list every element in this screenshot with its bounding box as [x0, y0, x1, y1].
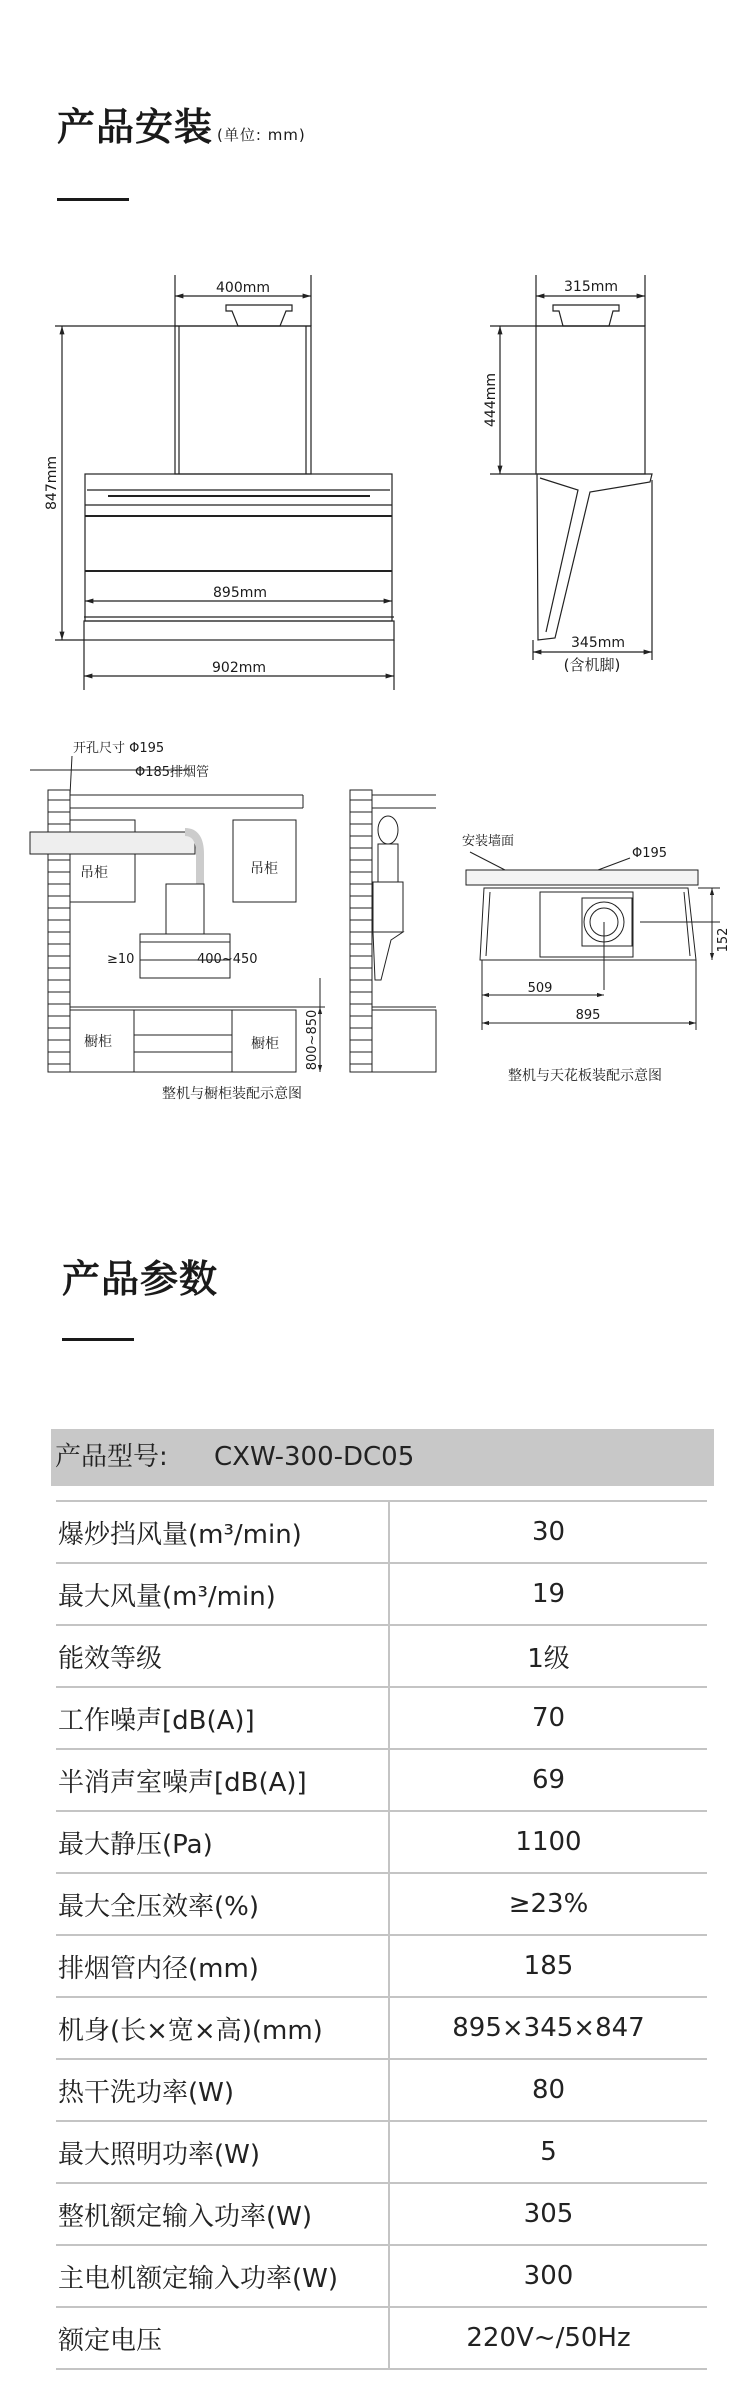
param-name: 主电机额定输入功率(W)	[56, 2245, 389, 2307]
param-value: 70	[389, 1687, 707, 1749]
table-row	[56, 1873, 707, 1935]
base-cabinet-right-label: 橱柜	[251, 1036, 279, 1052]
height-range-label: 400~450	[197, 952, 258, 967]
model-value: CXW-300-DC05	[214, 1442, 415, 1472]
param-name: 最大全压效率(%)	[56, 1873, 389, 1935]
model-label: 产品型号:	[55, 1442, 168, 1472]
param-name: 机身(长×宽×高)(mm)	[56, 1997, 389, 2059]
param-value: 1100	[389, 1811, 707, 1873]
cabinet-caption: 整机与橱柜装配示意图	[162, 1086, 302, 1102]
diameter-label: Φ195	[632, 846, 668, 861]
table-row	[56, 2307, 707, 2369]
table-row	[56, 1935, 707, 1997]
side-view-drawing	[490, 275, 652, 660]
param-value: 80	[389, 2059, 707, 2121]
base-cabinet-left-label: 橱柜	[84, 1034, 112, 1050]
cabinet-assembly-drawing	[30, 756, 436, 1072]
param-name: 热干洗功率(W)	[56, 2059, 389, 2121]
param-value: 305	[389, 2183, 707, 2245]
table-row	[56, 2183, 707, 2245]
param-name: 最大风量(m³/min)	[56, 1563, 389, 1625]
wall-surface-label: 安装墙面	[462, 834, 515, 849]
param-name: 能效等级	[56, 1625, 389, 1687]
wall-cabinet-left-label: 吊柜	[80, 865, 108, 881]
dim-height: 847mm	[44, 456, 60, 510]
table-row	[56, 1501, 707, 1563]
table-row	[56, 2059, 707, 2121]
param-name: 最大静压(Pa)	[56, 1811, 389, 1873]
offset-label: 509	[527, 981, 553, 996]
table-row	[56, 2121, 707, 2183]
install-title-text: 产品安装	[57, 105, 214, 149]
dim-body-width: 895mm	[213, 585, 267, 601]
param-name: 整机额定输入功率(W)	[56, 2183, 389, 2245]
front-view-drawing	[55, 275, 394, 690]
param-value: ≥23%	[389, 1873, 707, 1935]
param-name: 半消声室噪声[dB(A)]	[56, 1749, 389, 1811]
param-value: 300	[389, 2245, 707, 2307]
dim-depth: 345mm	[571, 635, 625, 651]
pipe-label: Φ185排烟管	[135, 765, 210, 780]
wall-cabinet-right-label: 吊柜	[250, 861, 278, 877]
dim-top-width: 400mm	[216, 280, 270, 296]
table-row	[56, 1811, 707, 1873]
param-value: 69	[389, 1749, 707, 1811]
table-row	[56, 1625, 707, 1687]
hole-size-label: 开孔尺寸 Φ195	[73, 741, 165, 756]
param-value: 30	[389, 1501, 707, 1563]
dim-top-depth: 315mm	[564, 279, 618, 295]
counter-height-label: 800~850	[305, 1009, 320, 1071]
table-row	[56, 1997, 707, 2059]
dim-total-width: 902mm	[212, 660, 266, 676]
ceiling-caption: 整机与天花板装配示意图	[508, 1068, 662, 1084]
param-value: 185	[389, 1935, 707, 1997]
param-name: 爆炒挡风量(m³/min)	[56, 1501, 389, 1563]
table-row	[56, 1749, 707, 1811]
dim-chimney-height: 444mm	[483, 373, 499, 427]
gap-label: ≥10	[107, 952, 135, 967]
param-name: 工作噪声[dB(A)]	[56, 1687, 389, 1749]
ceiling-assembly-drawing	[466, 852, 720, 1030]
install-drawings	[0, 0, 750, 1120]
model-band	[51, 1429, 714, 1486]
param-name: 最大照明功率(W)	[56, 2121, 389, 2183]
table-row	[56, 1687, 707, 1749]
params-table	[56, 1500, 707, 2370]
param-value: 1级	[389, 1625, 707, 1687]
param-name: 排烟管内径(mm)	[56, 1935, 389, 1997]
unit-note: (单位: mm)	[217, 126, 306, 144]
param-value: 895×345×847	[389, 1997, 707, 2059]
params-title: 产品参数	[62, 1257, 219, 1301]
dim-depth-note: (含机脚)	[563, 656, 621, 674]
param-name: 额定电压	[56, 2307, 389, 2369]
param-value: 220V~/50Hz	[389, 2307, 707, 2369]
table-row	[56, 1563, 707, 1625]
param-value: 5	[389, 2121, 707, 2183]
table-row	[56, 2245, 707, 2307]
width-label: 895	[575, 1008, 601, 1023]
param-value: 19	[389, 1563, 707, 1625]
params-title-underline	[62, 1338, 134, 1341]
depth-label: 152	[716, 927, 731, 953]
